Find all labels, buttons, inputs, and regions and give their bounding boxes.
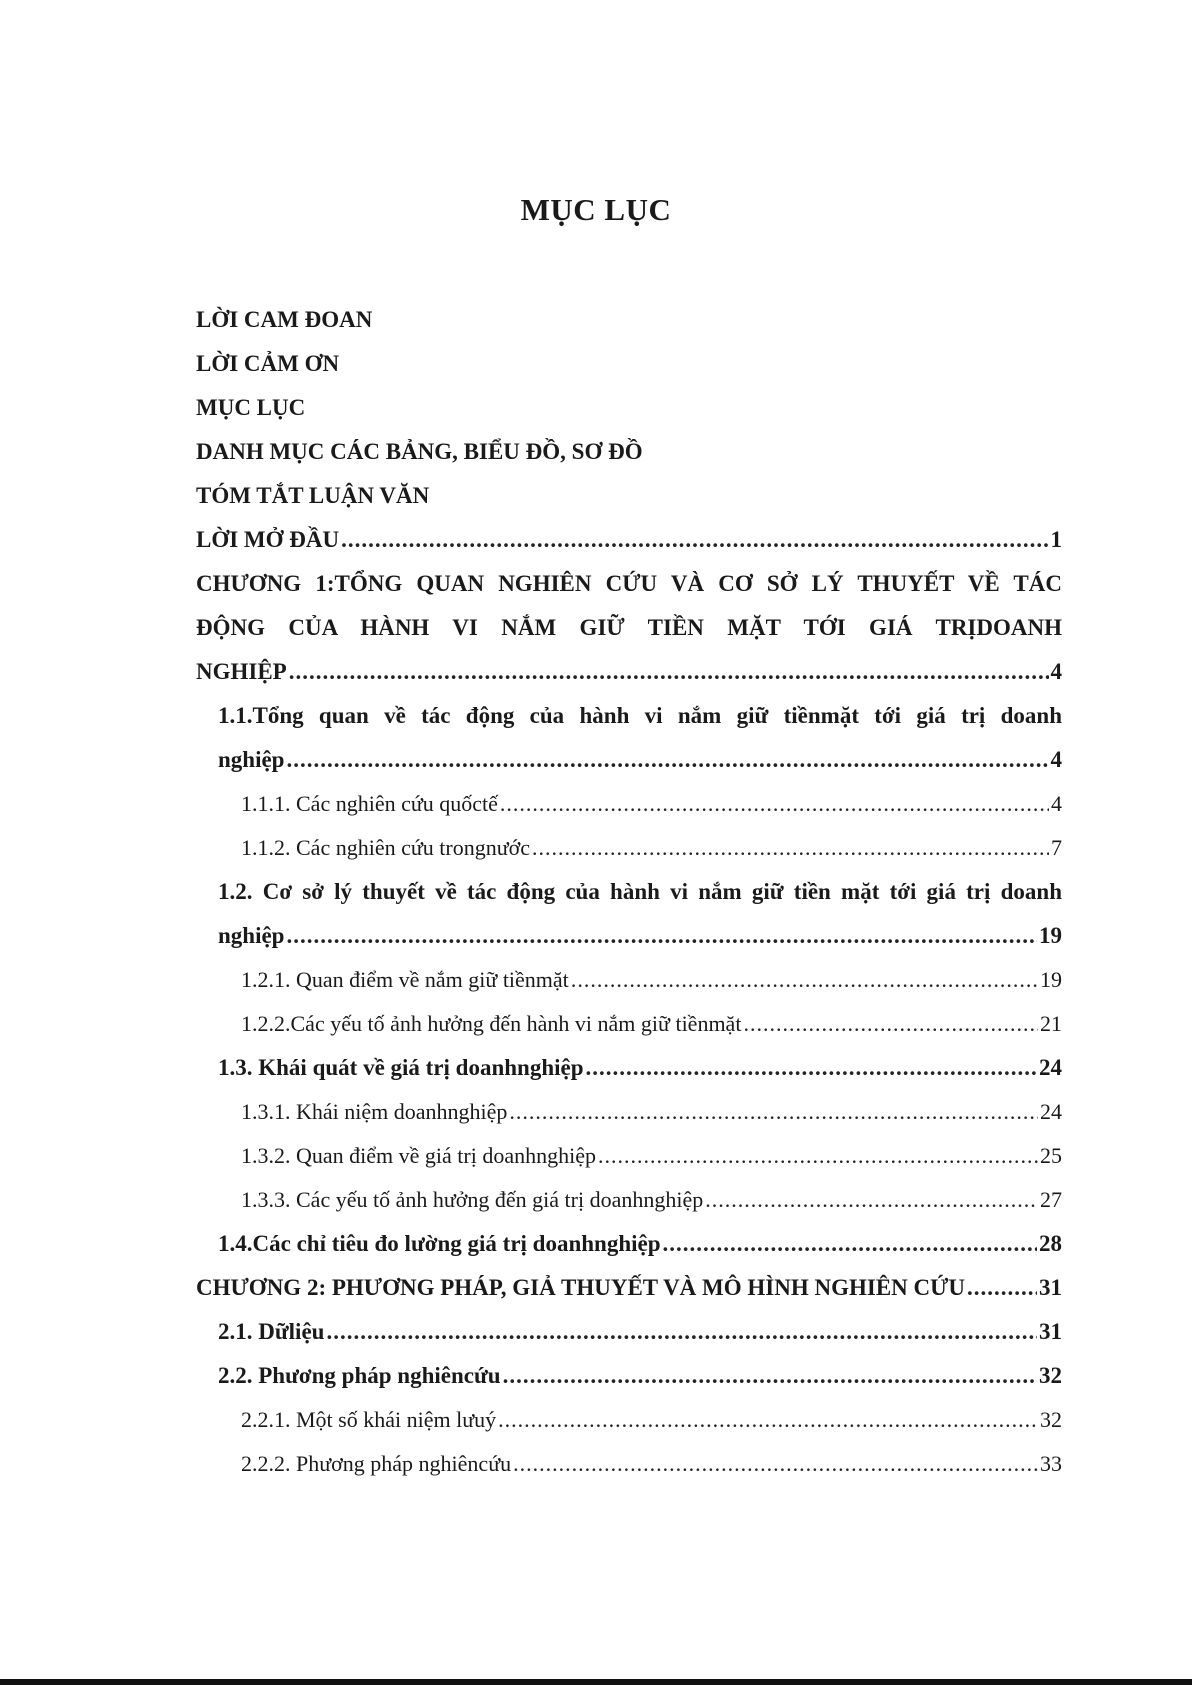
toc-entry-label: MỤC LỤC: [196, 395, 306, 420]
toc-entry: [196, 1046, 1062, 1090]
toc-dot-leader: [286, 914, 1037, 958]
toc-entry-label: ĐỘNG CỦA HÀNH VI NẮM GIỮ TIỀN MẶT TỚI GIÁ TRỊDOANH: [196, 615, 1062, 640]
toc-dot-leader: [509, 1090, 1038, 1134]
toc-dot-leader: [513, 1442, 1038, 1486]
toc-entry: [196, 1002, 1062, 1046]
toc-entry: [196, 562, 1062, 606]
toc-page-number: 32: [1040, 1407, 1062, 1432]
toc-entry-label: CHƯƠNG 1:TỔNG QUAN NGHIÊN CỨU VÀ CƠ SỞ LÝ THUYẾT VỀ TÁC: [196, 571, 1062, 596]
toc-dot-leader: [586, 1046, 1037, 1090]
toc-entry: [196, 870, 1062, 914]
toc-entry-label: 1.3.3. Các yếu tố ảnh hưởng đến giá trị doanhnghiệp: [241, 1187, 704, 1212]
toc-entry-label: 2.2.2. Phương pháp nghiêncứu: [241, 1451, 512, 1476]
toc-entry: [196, 782, 1062, 826]
toc-dot-leader: [498, 1398, 1038, 1442]
toc-dot-leader: [503, 1354, 1037, 1398]
toc-entry-label: 2.2.1. Một số khái niệm lưuý: [241, 1407, 497, 1432]
toc-entry-label: 1.2.1. Quan điểm về nắm giữ tiềnmặt: [241, 967, 569, 992]
toc-entry: [196, 694, 1062, 738]
toc-page-number: 31: [1039, 1275, 1062, 1300]
toc-entry: [196, 386, 1062, 430]
toc-entry: [196, 1134, 1062, 1178]
page-title: MỤC LỤC: [520, 192, 672, 227]
toc-page-number: 28: [1039, 1231, 1062, 1256]
toc-page-number: 27: [1040, 1187, 1062, 1212]
toc-entry: [196, 1266, 1062, 1310]
toc-entry: [196, 1090, 1062, 1134]
toc-page-number: 33: [1040, 1451, 1062, 1476]
toc-entry-label: 2.1. Dữliệu: [218, 1319, 325, 1344]
toc-dot-leader: [286, 738, 1048, 782]
toc-entry: [196, 1442, 1062, 1486]
toc-entry: [196, 1178, 1062, 1222]
toc-entry-label: DANH MỤC CÁC BẢNG, BIỂU ĐỒ, SƠ ĐỒ: [196, 439, 643, 464]
toc-entry-label: TÓM TẮT LUẬN VĂN: [196, 483, 430, 508]
toc-entry-label: LỜI CẢM ƠN: [196, 351, 340, 376]
toc-page-number: 19: [1039, 923, 1062, 948]
toc-entry: [196, 738, 1062, 782]
toc-entry-label: nghiệp: [218, 747, 285, 772]
toc-dot-leader: [326, 1310, 1037, 1354]
toc-entry: [196, 430, 1062, 474]
toc-page-number: 32: [1039, 1363, 1062, 1388]
toc-page-number: 25: [1040, 1143, 1062, 1168]
toc-dot-leader: [571, 958, 1038, 1002]
toc-dot-leader: [598, 1134, 1038, 1178]
toc-page-number: 4: [1050, 659, 1062, 684]
toc-entry-label: nghiệp: [218, 923, 285, 948]
toc-entry-label: 1.2.2.Các yếu tố ảnh hưởng đến hành vi nắm giữ tiềnmặt: [241, 1011, 742, 1036]
toc-entry-label: LỜI MỞ ĐẦU: [196, 527, 340, 552]
toc-dot-leader: [289, 650, 1049, 694]
toc-entry-label: 2.2. Phương pháp nghiêncứu: [218, 1363, 501, 1388]
toc-page-number: 24: [1039, 1055, 1062, 1080]
toc-entry-label: 1.3.2. Quan điểm về giá trị doanhnghiệp: [241, 1143, 596, 1168]
toc-dot-leader: [705, 1178, 1038, 1222]
toc-dot-leader: [743, 1002, 1038, 1046]
table-of-contents: [196, 298, 1062, 1486]
toc-entry: [196, 826, 1062, 870]
toc-page-number: 1: [1050, 527, 1062, 552]
toc-dot-leader: [341, 518, 1048, 562]
toc-entry-label: LỜI CAM ĐOAN: [196, 307, 373, 332]
toc-entry: [196, 474, 1062, 518]
toc-entry: [196, 606, 1062, 650]
toc-dot-leader: [500, 782, 1049, 826]
toc-page-number: 19: [1040, 967, 1062, 992]
toc-entry: [196, 914, 1062, 958]
toc-page-number: 4: [1051, 791, 1062, 816]
toc-dot-leader: [967, 1266, 1037, 1310]
toc-entry: [196, 342, 1062, 386]
toc-entry-label: 1.3.1. Khái niệm doanhnghiệp: [241, 1099, 508, 1124]
toc-entry: [196, 1222, 1062, 1266]
page-bottom-border: [0, 1679, 1192, 1685]
toc-page-number: 24: [1040, 1099, 1062, 1124]
toc-page-number: 31: [1039, 1319, 1062, 1344]
toc-entry-label: 1.1.2. Các nghiên cứu trongnước: [241, 835, 531, 860]
toc-entry-label: 1.1.1. Các nghiên cứu quốctế: [241, 791, 498, 816]
toc-entry: [196, 518, 1062, 562]
toc-page-number: 21: [1040, 1011, 1062, 1036]
toc-entry: [196, 1310, 1062, 1354]
toc-dot-leader: [663, 1222, 1037, 1266]
toc-entry-label: 1.4.Các chỉ tiêu đo lường giá trị doanhnghiệp: [218, 1231, 661, 1256]
toc-entry-label: 1.2. Cơ sở lý thuyết về tác động của hành vi nắm giữ tiền mặt tới giá trị doanh: [218, 879, 1062, 904]
toc-dot-leader: [532, 826, 1049, 870]
toc-entry: [196, 958, 1062, 1002]
toc-entry-label: CHƯƠNG 2: PHƯƠNG PHÁP, GIẢ THUYẾT VÀ MÔ HÌNH NGHIÊN CỨU: [196, 1275, 966, 1300]
toc-entry: [196, 1354, 1062, 1398]
toc-page-number: 4: [1050, 747, 1062, 772]
toc-entry-label: 1.1.Tổng quan về tác động của hành vi nắm giữ tiềnmặt tới giá trị doanh: [218, 703, 1062, 728]
toc-entry: [196, 1398, 1062, 1442]
toc-page-number: 7: [1051, 835, 1062, 860]
toc-entry-label: 1.3. Khái quát về giá trị doanhnghiệp: [218, 1055, 584, 1080]
toc-entry-label: NGHIỆP: [196, 659, 287, 684]
toc-entry: [196, 650, 1062, 694]
toc-entry: [196, 298, 1062, 342]
